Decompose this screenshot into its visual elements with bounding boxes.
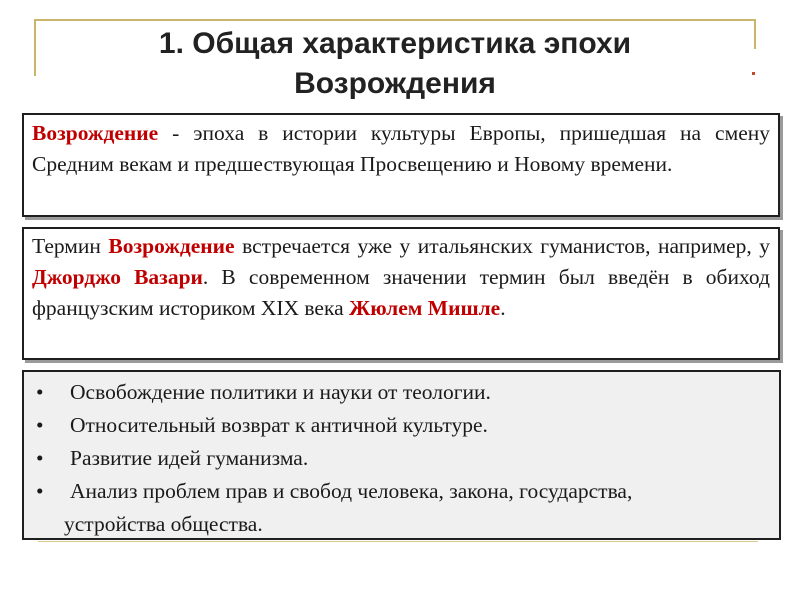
frame-left-line: [34, 19, 36, 76]
list-item: [32, 409, 771, 442]
list-item-text: Относительный возврат к античной культуре.: [70, 413, 488, 437]
list-item: [32, 442, 771, 475]
history-text-4: .: [500, 296, 506, 320]
history-text-1: Термин: [32, 234, 109, 258]
definition-term: Возрождение: [32, 121, 159, 145]
list-item-text-line-2: устройства общества.: [64, 512, 263, 536]
list-item: [32, 376, 771, 409]
bullet-icon: •: [36, 380, 44, 404]
frame-top-line: [34, 19, 756, 21]
bullet-icon: •: [36, 446, 44, 470]
title-line-2: Возрождения: [294, 67, 496, 100]
history-text-2: встречается уже у итальянских гуманистов, например, у: [234, 234, 771, 258]
history-name-michelet: Жюлем Мишле: [349, 296, 501, 320]
history-name-vasari: Джорджо Вазари: [32, 265, 203, 289]
bullet-icon: •: [36, 479, 44, 503]
definition-box: [22, 113, 780, 217]
history-term: Возрождение: [108, 234, 235, 258]
bullet-icon: •: [36, 413, 44, 437]
title-line-1: 1. Общая характеристика эпохи: [158, 27, 632, 60]
list-item: [32, 475, 771, 541]
frame-bottom-line: [38, 541, 758, 542]
frame-right-line: [754, 19, 756, 49]
features-box: [22, 370, 781, 540]
definition-text: - эпоха в истории культуры Европы, пришедшая на смену Средним векам и предшествующая Просвещению и Новому времени.: [32, 121, 770, 176]
list-item-text: Развитие идей гуманизма.: [70, 446, 309, 470]
list-item-text: Освобождение политики и науки от теологии.: [70, 380, 491, 404]
page-title: [40, 24, 750, 104]
history-box: [22, 227, 780, 360]
frame-dot: [752, 72, 755, 75]
list-item-text-line-1: Анализ проблем прав и свобод человека, закона, государства,: [70, 479, 633, 503]
features-list: [32, 376, 771, 541]
history-text-3: . В современном значении термин был введён в обиход французским историком XIX века: [32, 265, 770, 320]
